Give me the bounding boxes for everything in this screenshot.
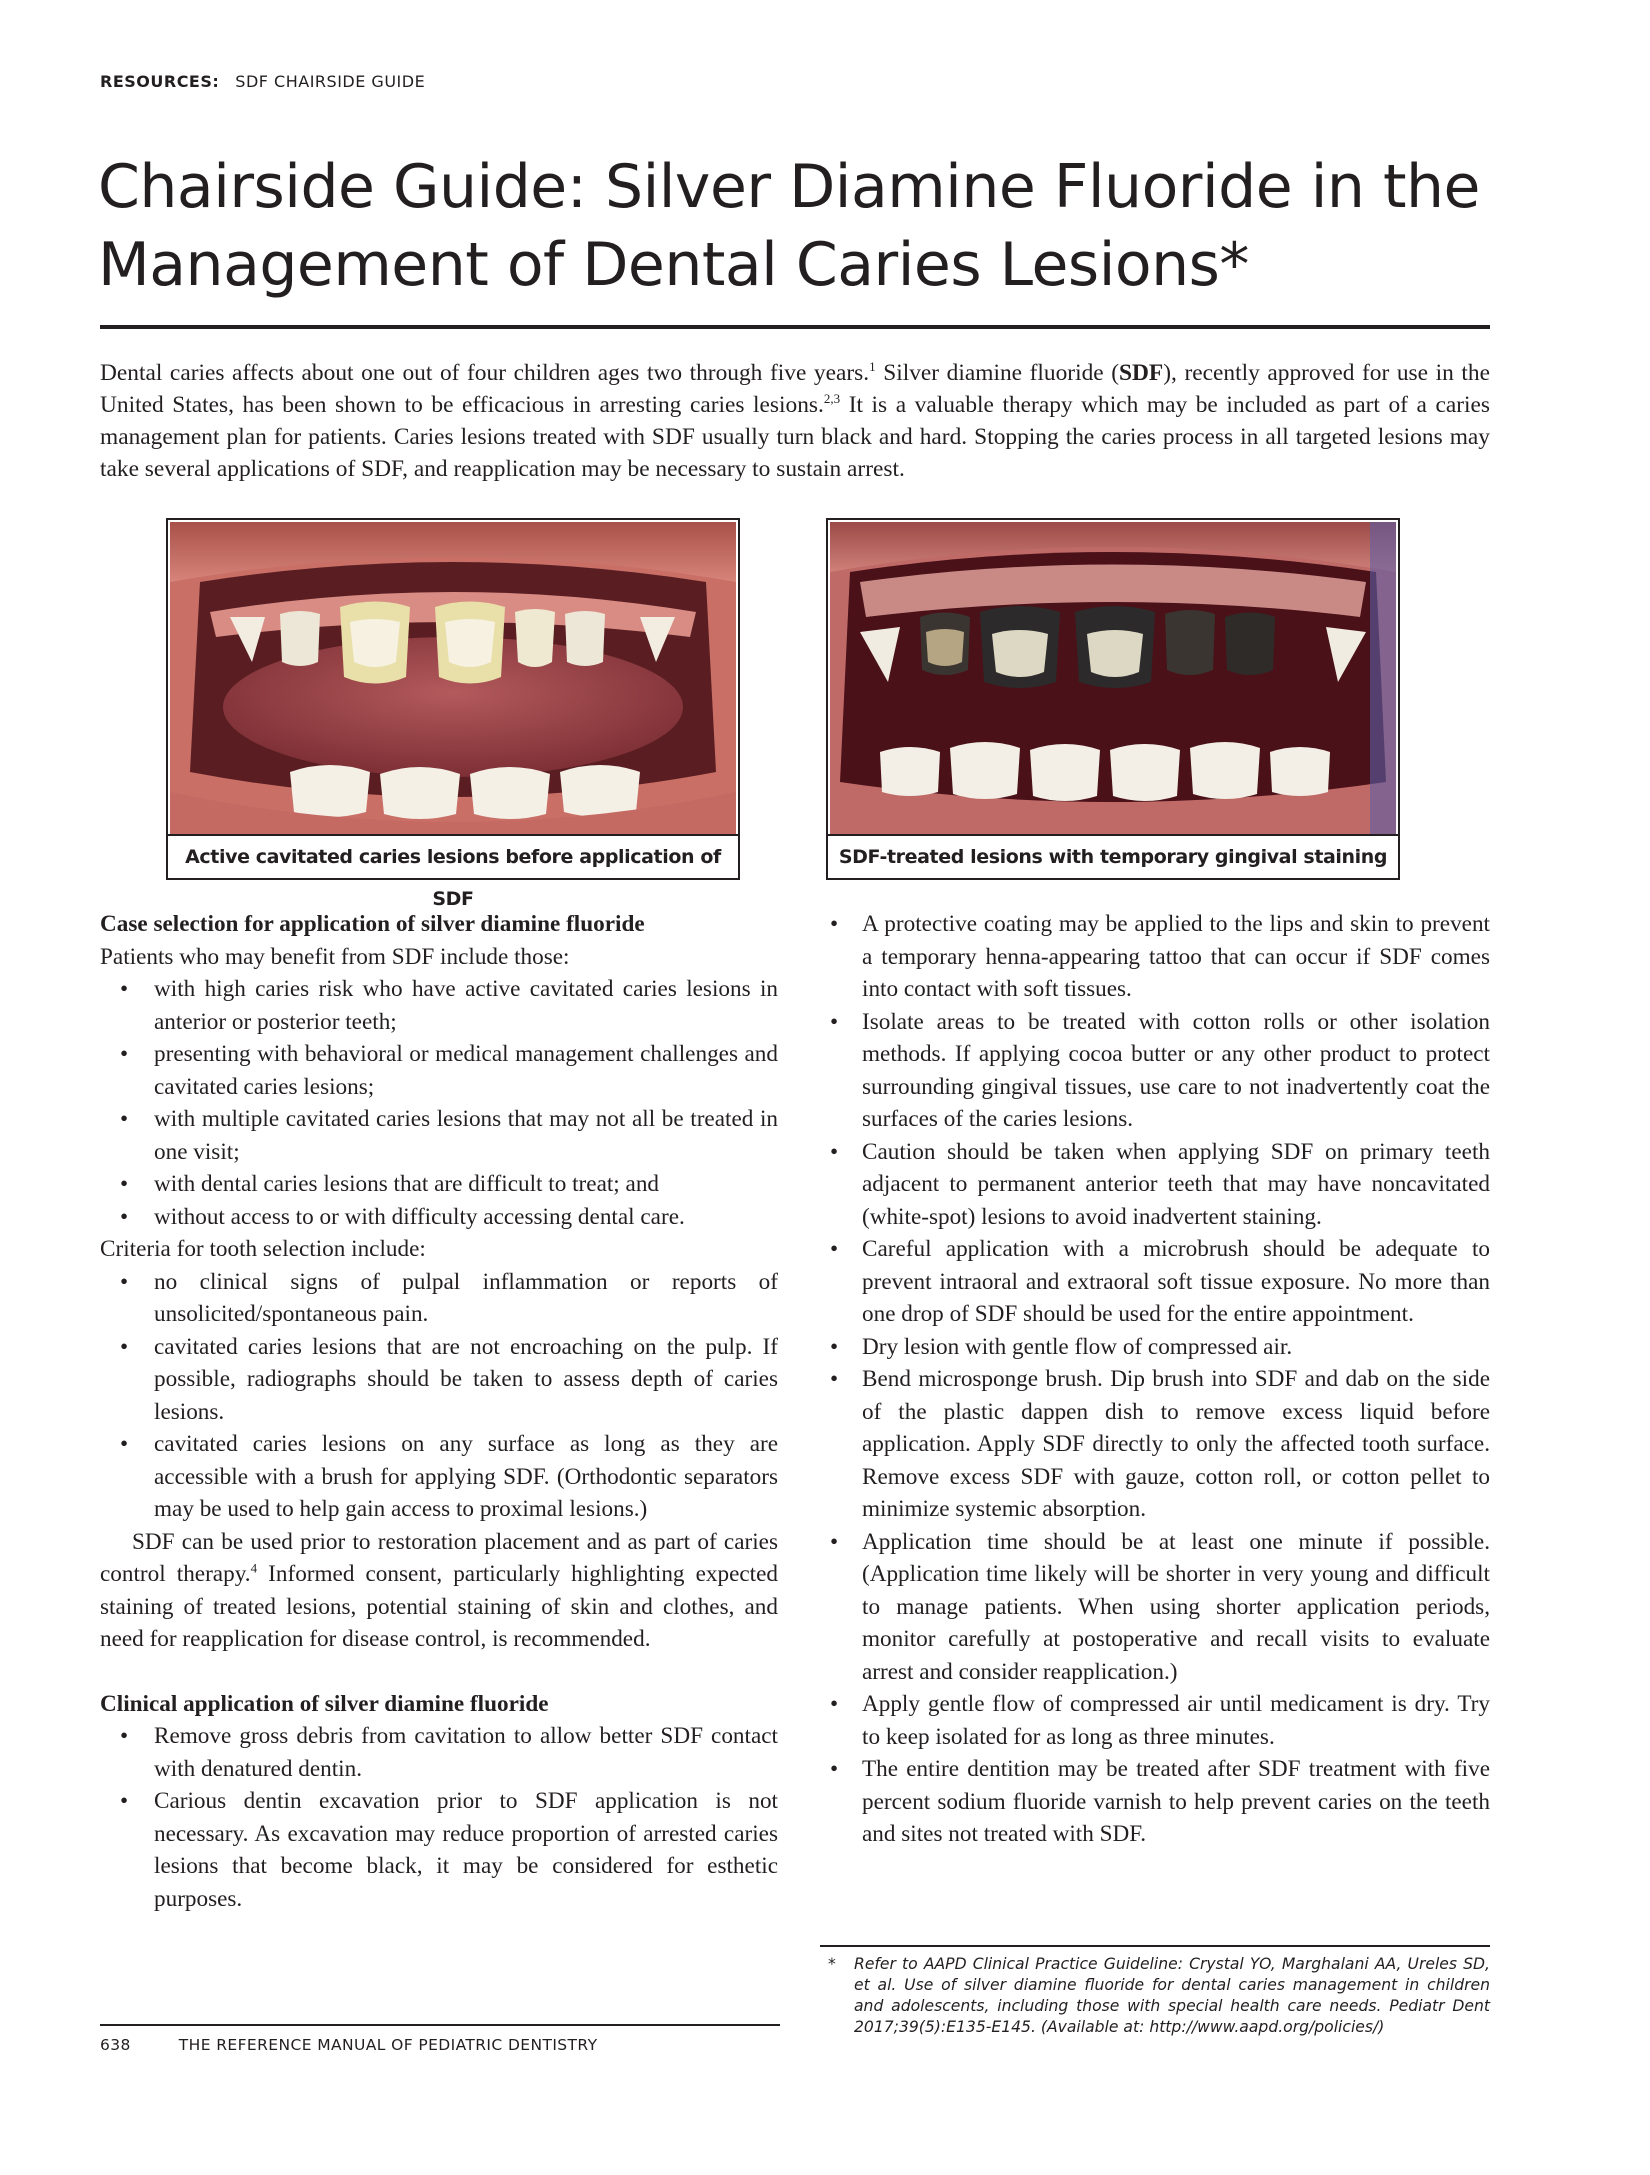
- list-item: [100, 1428, 778, 1526]
- list-item-text: with high caries risk who have active cavitated caries lesions in anterior or posterior teeth;: [154, 976, 778, 1035]
- list-item-text: with dental caries lesions that are difficult to treat; and: [154, 1171, 660, 1197]
- list-item: [100, 1038, 778, 1103]
- intro-text-3: ), recently approved for use in the United States, has been shown to be efficacious in arresting caries lesions.: [100, 360, 1490, 418]
- page-number: 638: [100, 2036, 131, 2054]
- right-column: [820, 908, 1490, 1851]
- list-item-text: Caution should be taken when applying SDF on primary teeth adjacent to permanent anterior teeth that may have noncavitated (white-spot) lesions to avoid inadvertent staining.: [862, 1138, 1490, 1230]
- list-item: [820, 908, 1490, 1006]
- list-item-text: Remove gross debris from cavitation to allow better SDF contact with denatured dentin.: [154, 1723, 778, 1782]
- list-item-text: no clinical signs of pulpal inflammation or reports of unsolicited/spontaneous pain.: [154, 1268, 778, 1327]
- list-item-text: Isolate areas to be treated with cotton rolls or other isolation methods. If applying cocoa butter or any other product to protect surrounding gingival tissues, use care to not inadvertently coat the surfaces of the caries lesions.: [862, 1008, 1490, 1132]
- criteria-list: [100, 1266, 778, 1526]
- list-item-text: cavitated caries lesions that are not encroaching on the pulp. If possible, radiographs should be taken to assess depth of caries lesions.: [154, 1333, 778, 1425]
- bullet: •: [830, 1528, 839, 1555]
- bullet: •: [830, 1138, 839, 1165]
- bullet: •: [120, 1431, 129, 1457]
- list-item: [100, 1785, 778, 1915]
- running-head: [100, 72, 425, 91]
- page-footer: [100, 2036, 597, 2054]
- running-head-label: RESOURCES:: [100, 72, 220, 91]
- bullet: •: [830, 911, 839, 937]
- footnote-marker: *: [828, 1955, 836, 1973]
- bullet: •: [120, 1203, 129, 1230]
- intro-paragraph: [100, 357, 1490, 485]
- case-selection-heading: Case selection for application of silver diamine fluoride: [100, 911, 645, 937]
- list-item-text: presenting with behavioral or medical management challenges and cavitated caries lesions;: [154, 1041, 778, 1100]
- list-item: [820, 1136, 1490, 1234]
- list-item: [100, 1103, 778, 1168]
- list-item-text: Dry lesion with gentle flow of compressed air.: [862, 1333, 1293, 1360]
- footnote: [820, 1954, 1490, 2038]
- intro-text-4: It is a valuable therapy which may be included as part of a caries management plan for patients. Caries lesions treated with SDF usually turn black and hard. Stopping the caries process in all targeted lesions may take several applications of SDF, and reapplication may be necessary to sustain arrest.: [100, 392, 1491, 482]
- intro-text-2: Silver diamine fluoride (: [875, 360, 1120, 386]
- bullet: •: [830, 1756, 839, 1782]
- figure-caption-after: SDF-treated lesions with temporary gingival staining: [828, 834, 1398, 878]
- criteria-intro: Criteria for tooth selection include:: [100, 1236, 426, 1262]
- footnote-text: Refer to AAPD Clinical Practice Guideline: Crystal YO, Marghalani AA, Ureles SD, et al. Use of silver diamine fluoride for dental caries management in children and adolescents, including those with special health care needs. Pediatr Dent 2017;39(5):E135-E145. (Available at: http://www.aapd.org/policies/): [854, 1955, 1490, 2036]
- photo-treated-teeth: [830, 522, 1396, 836]
- list-item: [820, 1331, 1490, 1364]
- bullet: •: [830, 1008, 839, 1035]
- intro-ref-2: 2,3: [823, 391, 841, 407]
- footer-rule: [100, 2024, 780, 2026]
- clinical-application-heading: Clinical application of silver diamine fluoride: [100, 1690, 549, 1717]
- clinical-list-left: [100, 1720, 778, 1915]
- list-item-text: Careful application with a microbrush should be adequate to prevent intraoral and extraoral soft tissue exposure. No more than one drop of SDF should be used for the entire appointment.: [862, 1236, 1490, 1327]
- list-item: [100, 1168, 778, 1201]
- bullet: •: [830, 1691, 839, 1717]
- consent-paragraph: [100, 1526, 778, 1656]
- consent-text-2: Informed consent, particularly highlighting expected staining of treated lesions, potential staining of skin and clothes, and need for reapplication for disease control, is recommended.: [100, 1561, 778, 1652]
- list-item: [820, 1526, 1490, 1689]
- intro-ref-1: 1: [869, 359, 876, 375]
- bullet: •: [830, 1236, 839, 1262]
- bullet: •: [120, 1333, 129, 1360]
- list-item-text: without access to or with difficulty accessing dental care.: [154, 1203, 685, 1230]
- title-line-1: Chairside Guide: Silver Diamine Fluoride in the: [98, 152, 1480, 222]
- bullet: •: [120, 1041, 129, 1067]
- figure-caption-before: Active cavitated caries lesions before application of SDF: [168, 834, 738, 878]
- list-item: [820, 1363, 1490, 1526]
- consent-text-1: SDF can be used prior to restoration placement and as part of caries control therapy.: [100, 1528, 778, 1587]
- figure-after-sdf: [826, 518, 1400, 880]
- bullet: •: [120, 1106, 129, 1132]
- bullet: •: [120, 1268, 129, 1295]
- list-item: [820, 1006, 1490, 1136]
- bullet: •: [830, 1333, 839, 1360]
- list-item: [100, 1720, 778, 1785]
- photo-untreated-teeth: [170, 522, 736, 836]
- list-item-text: cavitated caries lesions on any surface as long as they are accessible with a brush for applying SDF. (Orthodontic separators may be used to help gain access to proximal lesions.): [154, 1431, 778, 1522]
- left-column: [100, 908, 778, 1915]
- list-item-text: The entire dentition may be treated after SDF treatment with five percent sodium fluoride varnish to help prevent caries on the teeth and sites not treated with SDF.: [862, 1756, 1490, 1847]
- figure-before-sdf: [166, 518, 740, 910]
- bullet: •: [830, 1366, 839, 1392]
- page-title: [98, 148, 1518, 304]
- title-line-2: Management of Dental Caries Lesions*: [98, 230, 1249, 300]
- list-item-text: Application time should be at least one minute if possible. (Application time likely will be shorter in very young and difficult to manage patients. When using shorter application periods, monitor carefully at postoperative and recall visits to evaluate arrest and consider reapplication.): [862, 1528, 1490, 1685]
- list-item-text: Bend microsponge brush. Dip brush into SDF and dab on the side of the plastic dappen dish to remove excess liquid before application. Apply SDF directly to only the affected tooth surface. Remove excess SDF with gauze, cotton roll, or cotton pellet to minimize systemic absorption.: [862, 1366, 1490, 1522]
- list-item: [100, 1201, 778, 1234]
- intro-abbr: SDF: [1119, 360, 1164, 386]
- list-item: [100, 973, 778, 1038]
- list-item-text: A protective coating may be applied to the lips and skin to prevent a temporary henna-appearing tattoo that can occur if SDF comes into contact with soft tissues.: [862, 911, 1490, 1002]
- running-head-section: SDF CHAIRSIDE GUIDE: [235, 72, 426, 91]
- list-item: [100, 1266, 778, 1331]
- patients-list: [100, 973, 778, 1233]
- title-rule: [100, 325, 1490, 329]
- list-item: [820, 1233, 1490, 1331]
- list-item: [100, 1331, 778, 1429]
- list-item: [820, 1688, 1490, 1753]
- consent-ref: 4: [250, 1560, 258, 1576]
- list-item-text: Carious dentin excavation prior to SDF application is not necessary. As excavation may reduce proportion of arrested caries lesions that become black, it may be considered for esthetic purposes.: [154, 1788, 778, 1912]
- intro-text-1: Dental caries affects about one out of four children ages two through five years.: [100, 360, 870, 386]
- footnote-rule: [820, 1945, 1490, 1947]
- bullet: •: [120, 1171, 129, 1197]
- list-item-text: with multiple cavitated caries lesions that may not all be treated in one visit;: [154, 1106, 778, 1165]
- bullet: •: [120, 1723, 129, 1749]
- publication-name: THE REFERENCE MANUAL OF PEDIATRIC DENTISTRY: [178, 2036, 598, 2054]
- patients-intro: Patients who may benefit from SDF include those:: [100, 943, 570, 970]
- list-item: [820, 1753, 1490, 1851]
- bullet: •: [120, 976, 129, 1002]
- bullet: •: [120, 1788, 129, 1814]
- clinical-list-right: [820, 908, 1490, 1851]
- list-item-text: Apply gentle flow of compressed air until medicament is dry. Try to keep isolated for as long as three minutes.: [862, 1691, 1490, 1750]
